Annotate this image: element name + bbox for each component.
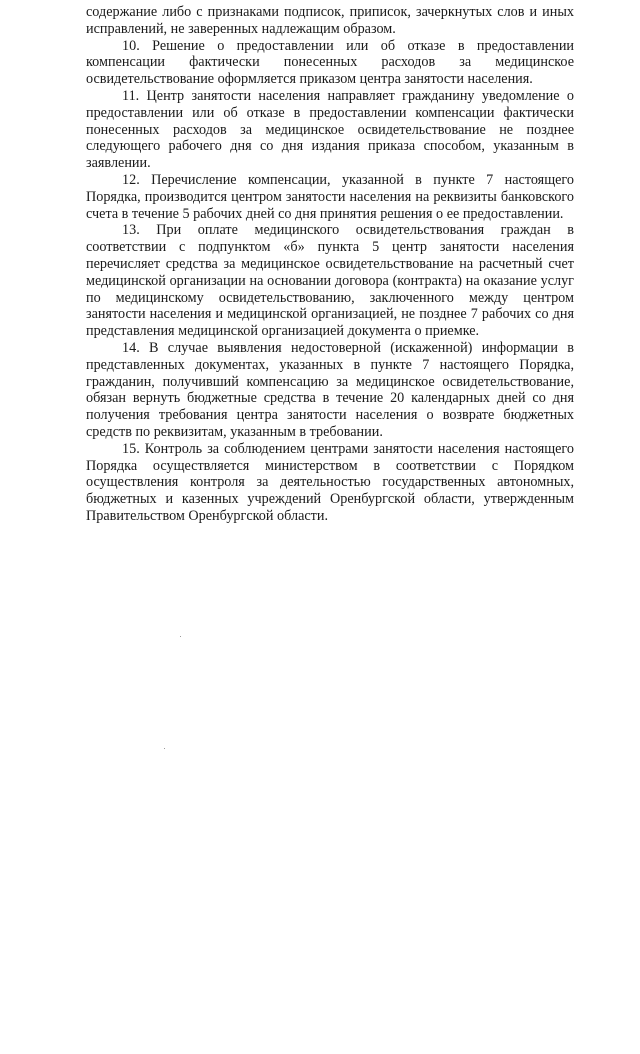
scan-speck — [180, 636, 181, 637]
paragraph-10: 10. Решение о предоставлении или об отказе в предоставлении компенсации фактически понесенных расходов за медицинское освидетельствование оформляется приказом центра занятости населения. — [86, 37, 574, 88]
scan-speck — [164, 748, 165, 749]
paragraph-14: 14. В случае выявления недостоверной (искаженной) информации в представленных документах, указанных в пункте 7 настоящего Порядка, гражданин, получивший компенсацию за медицинское освидетельствование, обязан вернуть бюджетные средства в течение 20 календарных дней со дня получения требования центра занятости населения о возврате бюджетных средств по реквизитам, указанным в требовании. — [86, 339, 574, 440]
paragraph-11: 11. Центр занятости населения направляет гражданину уведомление о предоставлении или об отказе в предоставлении компенсации фактически понесенных расходов за медицинское освидетельствование не позднее следующего рабочего дня со дня издания приказа способом, указанным в заявлении. — [86, 87, 574, 172]
document-page — [86, 4, 574, 525]
paragraph-13: 13. При оплате медицинского освидетельствования граждан в соответствии с подпунктом «б» пункта 5 центр занятости населения перечисляет средства за медицинское освидетельствование на расчетный счет медицинской организации на основании договора (контракта) на оказание услуг по медицинскому освидетельствованию, заключенного между центром занятости населения и медицинской организацией, не позднее 7 рабочих со дня представления медицинской организацией документа о приемке. — [86, 222, 574, 340]
paragraph-continuation: содержание либо с признаками подписок, приписок, зачеркнутых слов и иных исправлений, не заверенных надлежащим образом. — [86, 4, 574, 37]
paragraph-15: 15. Контроль за соблюдением центрами занятости населения настоящего Порядка осуществляется министерством в соответствии с Порядком осуществления контроля за деятельностью государственных автономных, бюджетных и казенных учреждений Оренбургской области, утвержденным Правительством Оренбургской области. — [86, 440, 574, 524]
paragraph-12: 12. Перечисление компенсации, указанной в пункте 7 настоящего Порядка, производится центром занятости населения на реквизиты банковского счета в течение 5 рабочих дней со дня принятия решения о ее предоставлении. — [86, 171, 574, 222]
